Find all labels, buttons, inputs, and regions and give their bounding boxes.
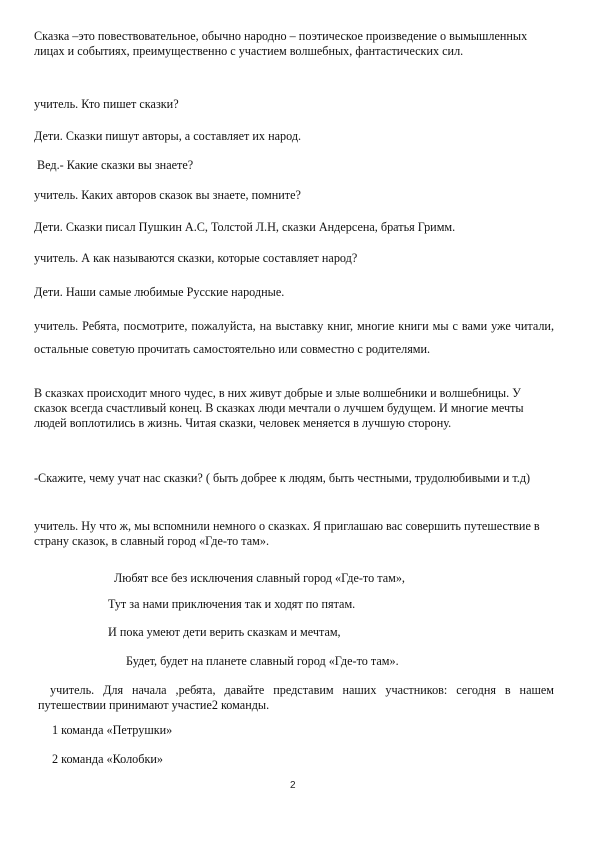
paragraph-teacher-question-1: учитель. Кто пишет сказки? — [34, 97, 179, 111]
poem-line-3: И пока умеют дети верить сказкам и мечтам, — [108, 625, 341, 639]
paragraph-what-tales-teach: -Скажите, чему учат нас сказки? ( быть добрее к людям, быть честными, трудолюбивыми и т.д) — [34, 471, 531, 485]
poem-line-1: Любят все без исключения славный город «Где-то там», — [114, 571, 405, 585]
paragraph-teacher-question-2: учитель. Каких авторов сказок вы знаете, помните? — [34, 188, 301, 202]
paragraph-children-answer-1: Дети. Сказки пишут авторы, а составляет их народ. — [34, 129, 302, 143]
poem-line-4: Будет, будет на планете славный город «Где-то там». — [126, 654, 399, 668]
paragraph-teacher-question-3: учитель. А как называются сказки, которые составляет народ? — [34, 251, 358, 265]
paragraph-children-answer-2: Дети. Сказки писал Пушкин А.С, Толстой Л.Н, сказки Андерсена, братья Гримм. — [34, 220, 456, 234]
paragraph-teacher-invitation: учитель. Ну что ж, мы вспомнили немного о сказках. Я приглашаю вас совершить путешествие в страну сказок, в славный город «Где-то там». — [34, 519, 540, 549]
page-number: 2 — [290, 780, 296, 791]
team-1: 1 команда «Петрушки» — [52, 723, 173, 737]
paragraph-participants: учитель. Для начала ,ребята, давайте представим наших участников: сегодня в нашем путешествии принимают участие2 команды. — [38, 683, 554, 713]
team-2: 2 команда «Колобки» — [52, 752, 163, 766]
paragraph-definition: Сказка –это повествовательное, обычно народно – поэтическое произведение о вымышленных лицах и событиях, преимущественно с участием волшебных, фантастических сил. — [34, 29, 528, 59]
poem-line-2: Тут за нами приключения так и ходят по пятам. — [108, 597, 356, 611]
paragraph-children-answer-3: Дети. Наши самые любимые Русские народные. — [34, 285, 285, 299]
paragraph-host-question: Вед.- Какие сказки вы знаете? — [37, 158, 194, 172]
paragraph-fairy-tales-wonders: В сказках происходит много чудес, в них живут добрые и злые волшебники и волшебницы. У сказок всегда счастливый конец. В сказках люди мечтали о лучшем будущем. И многие мечты людей воплотились в жизнь. Читая сказки, человек меняется в лучшую сторону. — [34, 386, 524, 431]
paragraph-teacher-exhibition: учитель. Ребята, посмотрите, пожалуйста, на выставку книг, многие книги мы с вами уже читали, остальные советую прочитать самостоятельно или совместно с родителями. — [34, 319, 554, 356]
